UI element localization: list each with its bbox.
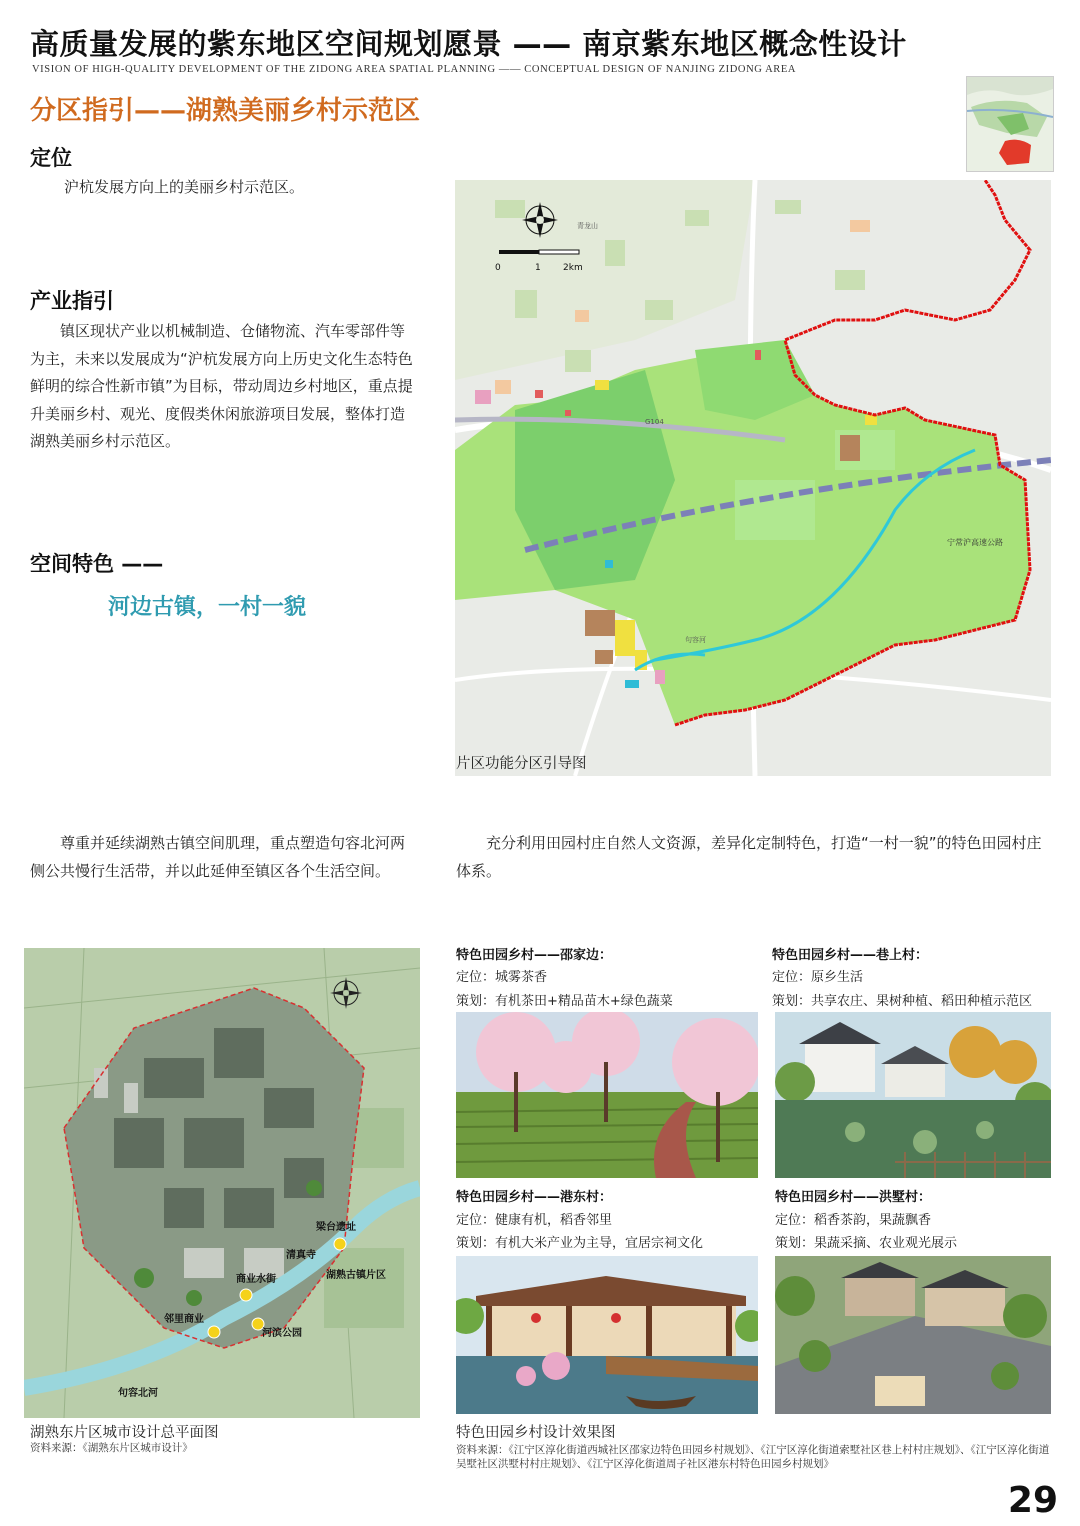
label-mosque: 清真寺 <box>286 1250 316 1261</box>
river-label: 句容河 <box>685 636 706 644</box>
label-liangtai: 梁台遗址 <box>316 1222 356 1233</box>
paragraph-right: 充分利用田园村庄自然人文资源，差异化定制特色，打造“一村一貌”的特色田园村庄体系。 <box>456 834 1042 880</box>
page-title: 高质量发展的紫东地区空间规划愿景 —— 南京紫东地区概念性设计 <box>30 27 907 61</box>
main-map-caption: 片区功能分区引导图 <box>456 756 587 772</box>
label-old-town: 湖熟古镇片区 <box>326 1270 386 1281</box>
village-3-position: 定位：健康有机，稻香邻里 <box>456 1213 613 1228</box>
village-1-rendering <box>456 1012 758 1178</box>
village-4-title: 特色田园乡村——洪墅村： <box>775 1190 932 1205</box>
village-caption: 特色田园乡村设计效果图 <box>456 1425 616 1441</box>
locator-map <box>966 76 1054 172</box>
village-3-title: 特色田园乡村——港东村： <box>456 1190 613 1205</box>
village-4-position: 定位：稻香茶韵，果蔬飘香 <box>775 1213 932 1228</box>
plan-map-caption: 湖熟东片区城市设计总平面图 <box>30 1425 219 1441</box>
industry-heading: 产业指引 <box>30 289 114 313</box>
scale-0: 0 <box>495 263 501 273</box>
village-4-rendering <box>775 1256 1051 1414</box>
mountain-label: 青龙山 <box>577 222 598 230</box>
scale-1: 1 <box>535 263 541 273</box>
paragraph-left: 尊重并延续湖熟古镇空间肌理，重点塑造句容北河两侧公共慢行生活带，并以此延伸至镇区各个生活空间。 <box>30 834 406 880</box>
positioning-text: 沪杭发展方向上的美丽乡村示范区。 <box>64 178 305 196</box>
page-number: 29 <box>1007 1480 1058 1521</box>
urban-design-plan-map <box>24 948 420 1418</box>
village-2-title: 特色田园乡村——巷上村： <box>772 948 929 963</box>
label-river: 句容北河 <box>118 1388 158 1399</box>
village-1-position: 定位：城雾茶香 <box>456 970 548 985</box>
village-1-title: 特色田园乡村——邵家边： <box>456 948 613 963</box>
positioning-heading: 定位 <box>30 146 72 170</box>
label-neighborhood: 邻里商业 <box>164 1314 204 1325</box>
village-3-plan: 策划：有机大米产业为主导，宜居宗祠文化 <box>456 1236 704 1251</box>
scale-2: 2km <box>563 263 583 273</box>
village-2-plan: 策划：共享农庄、果树种植、稻田种植示范区 <box>772 994 1033 1009</box>
section-title: 分区指引——湖熟美丽乡村示范区 <box>30 96 421 126</box>
village-2-position: 定位：原乡生活 <box>772 970 864 985</box>
village-1-plan: 策划：有机茶田+精品苗木+绿色蔬菜 <box>456 994 673 1009</box>
industry-text: 镇区现状产业以机械制造、仓储物流、汽车零部件等为主，未来以发展成为“沪杭发展方向上历史文化生态特色鲜明的综合性新市镇”为目标，带动周边乡村地区，重点提升美丽乡村、观光、度假类休闲旅游项目发展，整体打造湖熟美丽乡村示范区。 <box>30 322 413 450</box>
function-zoning-map <box>455 180 1051 776</box>
expressway-label: 宁常沪高速公路 <box>947 538 1003 547</box>
village-2-rendering <box>775 1012 1051 1178</box>
plan-map-source: 资料来源：《湖熟东片区城市设计》 <box>30 1442 193 1454</box>
village-source: 资料来源：《江宁区淳化街道西城社区邵家边特色田园乡村规划》、《江宁区淳化街道索墅社区巷上村村庄规划》、《江宁区淳化街道吴墅社区洪墅村村庄规划》、《江宁区淳化街道周子社区港东村特色田园乡村规划》 <box>456 1444 1050 1470</box>
label-park: 河滨公园 <box>262 1328 302 1339</box>
spatial-heading: 空间特色 —— <box>30 552 164 576</box>
label-water-street: 商业水街 <box>236 1274 276 1285</box>
village-4-plan: 策划：果蔬采摘、农业观光展示 <box>775 1236 958 1251</box>
page-subtitle: VISION OF HIGH-QUALITY DEVELOPMENT OF THE ZIDONG AREA SPATIAL PLANNING —— CONCEPTUAL DESIGN OF NANJING ZIDONG AREA <box>32 64 797 75</box>
spatial-subheading: 河边古镇，一村一貌 <box>108 595 307 620</box>
g104-label: G104 <box>645 418 664 426</box>
village-3-rendering <box>456 1256 758 1414</box>
